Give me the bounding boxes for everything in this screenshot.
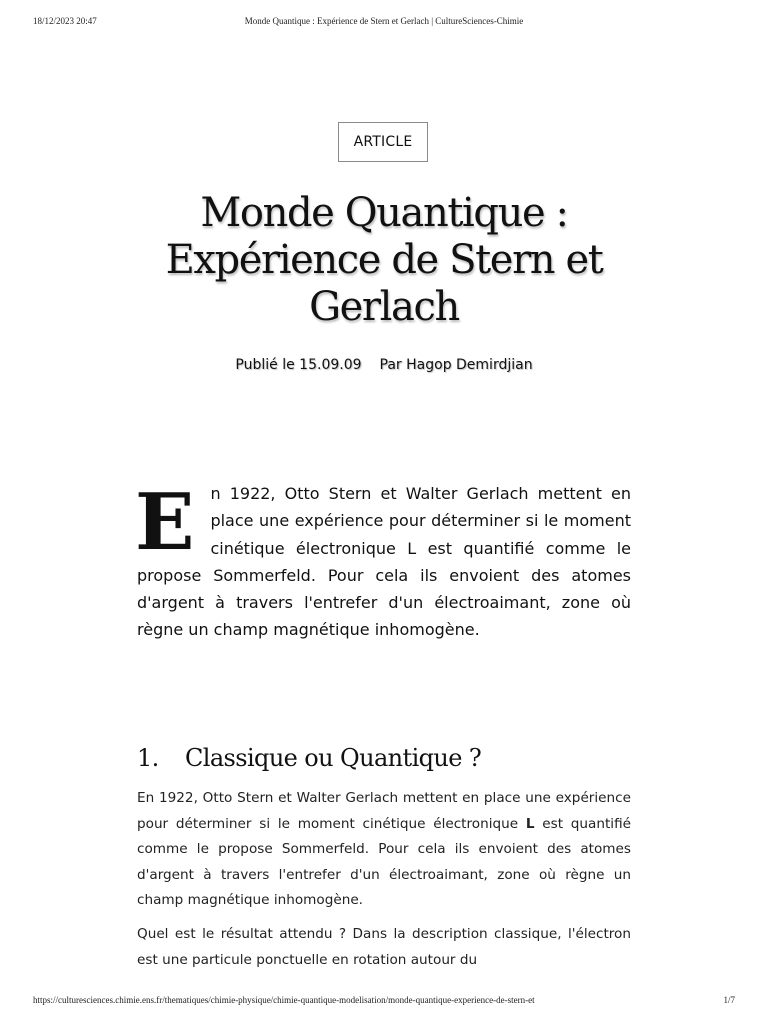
print-footer xyxy=(33,995,735,1009)
article-meta xyxy=(0,357,768,373)
lead-paragraph xyxy=(135,477,631,644)
paragraph-bold-symbol: L xyxy=(525,815,535,832)
section-paragraph-2: Quel est le résultat attendu ? Dans la description classique, l'électron est une particule ponctuelle en rotation autour du xyxy=(137,926,631,968)
section-title: Classique ou Quantique ? xyxy=(185,744,482,772)
drop-cap: E xyxy=(135,477,195,568)
author-byline: Par Hagop Demirdjian xyxy=(379,357,533,373)
article-title: Monde Quantique : Expérience de Stern et Gerlach xyxy=(165,190,603,330)
print-url: https://culturesciences.chimie.ens.fr/thematiques/chimie-physique/chimie-quantique-modelisation/monde-quantique-experience-de-stern-et xyxy=(33,995,535,1005)
paragraph-text-continued: est quantifié comme le propose Sommerfeld. Pour cela ils envoient des atomes d'argent à travers l'entrefer d'un électroaimant, zone où règne un champ magnétique inhomogène. xyxy=(137,815,631,908)
article-badge: ARTICLE xyxy=(338,122,428,162)
section-heading xyxy=(137,738,637,778)
section-number: 1. xyxy=(137,744,159,772)
publish-date: Publié le 15.09.09 xyxy=(235,357,362,373)
print-page-title: Monde Quantique : Expérience de Stern et Gerlach | CultureSciences-Chimie xyxy=(244,16,524,26)
print-header xyxy=(33,16,735,30)
section-paragraph-1 xyxy=(137,786,631,914)
print-page-number: 1/7 xyxy=(723,995,735,1005)
lead-text: n 1922, Otto Stern et Walter Gerlach mettent en place une expérience pour déterminer si le moment cinétique électronique L est quantifié comme le propose Sommerfeld. Pour cela ils envoient des atomes d'argent à travers l'entrefer d'un électroaimant, zone où règne un champ magnétique inhomogène. xyxy=(137,484,631,640)
print-datetime: 18/12/2023 20:47 xyxy=(33,16,97,26)
paragraph-text: En 1922, Otto Stern et Walter Gerlach mettent en place une expérience pour déterminer si le moment cinétique électronique xyxy=(137,790,631,832)
